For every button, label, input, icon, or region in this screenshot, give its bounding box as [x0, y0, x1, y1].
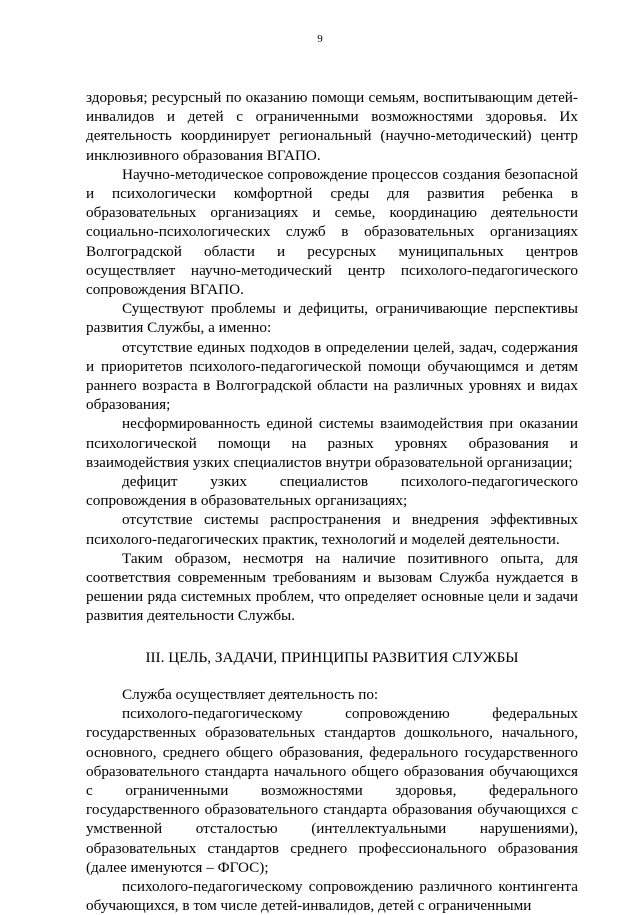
list-item-problem-4: отсутствие системы распространения и внедрения эффективных психолого-педагогических практик, технологий и моделей деятельности. — [86, 511, 578, 548]
list-item-problem-2: несформированность единой системы взаимодействия при оказании психологической помощи на разных уровнях образования и взаимодействия узких специалистов внутри образовательной организации; — [86, 415, 578, 471]
page-number: 9 — [317, 33, 323, 45]
list-item-activity-1: психолого-педагогическому сопровождению федеральных государственных образовательных стандартов дошкольного, начального, основного, среднего общего образования, федерального государственного образовательного стандарта начального общего образования обучающихся с ограниченными возможностями здоровья, федерального государственного образовательного стандарта образования обучающихся с умственной отсталостью (интеллектуальными нарушениями), образовательных стандартов среднего профессионального образования (далее именуются – ФГОС); — [86, 705, 578, 876]
document-body — [86, 88, 578, 915]
paragraph-problems-intro: Существуют проблемы и дефициты, ограничивающие перспективы развития Службы, а именно: — [86, 300, 578, 337]
section-heading: III. ЦЕЛЬ, ЗАДАЧИ, ПРИНЦИПЫ РАЗВИТИЯ СЛУЖБЫ — [145, 648, 519, 666]
list-item-problem-1: отсутствие единых подходов в определении целей, задач, содержания и приоритетов психолого-педагогической помощи обучающимся и детям раннего возраста в Волгоградской области на различных уровнях и видах образования; — [86, 338, 578, 414]
paragraph-methodical-support: Научно-методическое сопровождение процессов создания безопасной и психологически комфортной среды для развития ребенка в образовательных организациях и семье, координацию деятельности социально-психологических служб в образовательных организациях Волгоградской области и ресурсных муниципальных центров осуществляет научно-методический центр психолого-педагогического сопровождения ВГАПО. — [86, 165, 578, 299]
paragraph-continuation: здоровья; ресурсный по оказанию помощи семьям, воспитывающим детей-инвалидов и детей с ограниченными возможностями здоровья. Их деятельность координирует региональный (научно-методический) центр инклюзивного образования ВГАПО. — [86, 89, 578, 164]
paragraph-activities-intro: Служба осуществляет деятельность по: — [122, 685, 379, 703]
list-item-problem-3: дефицит узких специалистов психолого-педагогического сопровождения в образовательных организациях; — [86, 473, 578, 510]
list-item-activity-2: психолого-педагогическому сопровождению различного контингента обучающихся, в том числе детей-инвалидов, детей с ограниченными — [86, 877, 578, 915]
paragraph-conclusion: Таким образом, несмотря на наличие позитивного опыта, для соответствия современным требованиям и вызовам Служба нуждается в решении ряда системных проблем, что определяет основные цели и задачи развития деятельности Службы. — [86, 549, 578, 625]
